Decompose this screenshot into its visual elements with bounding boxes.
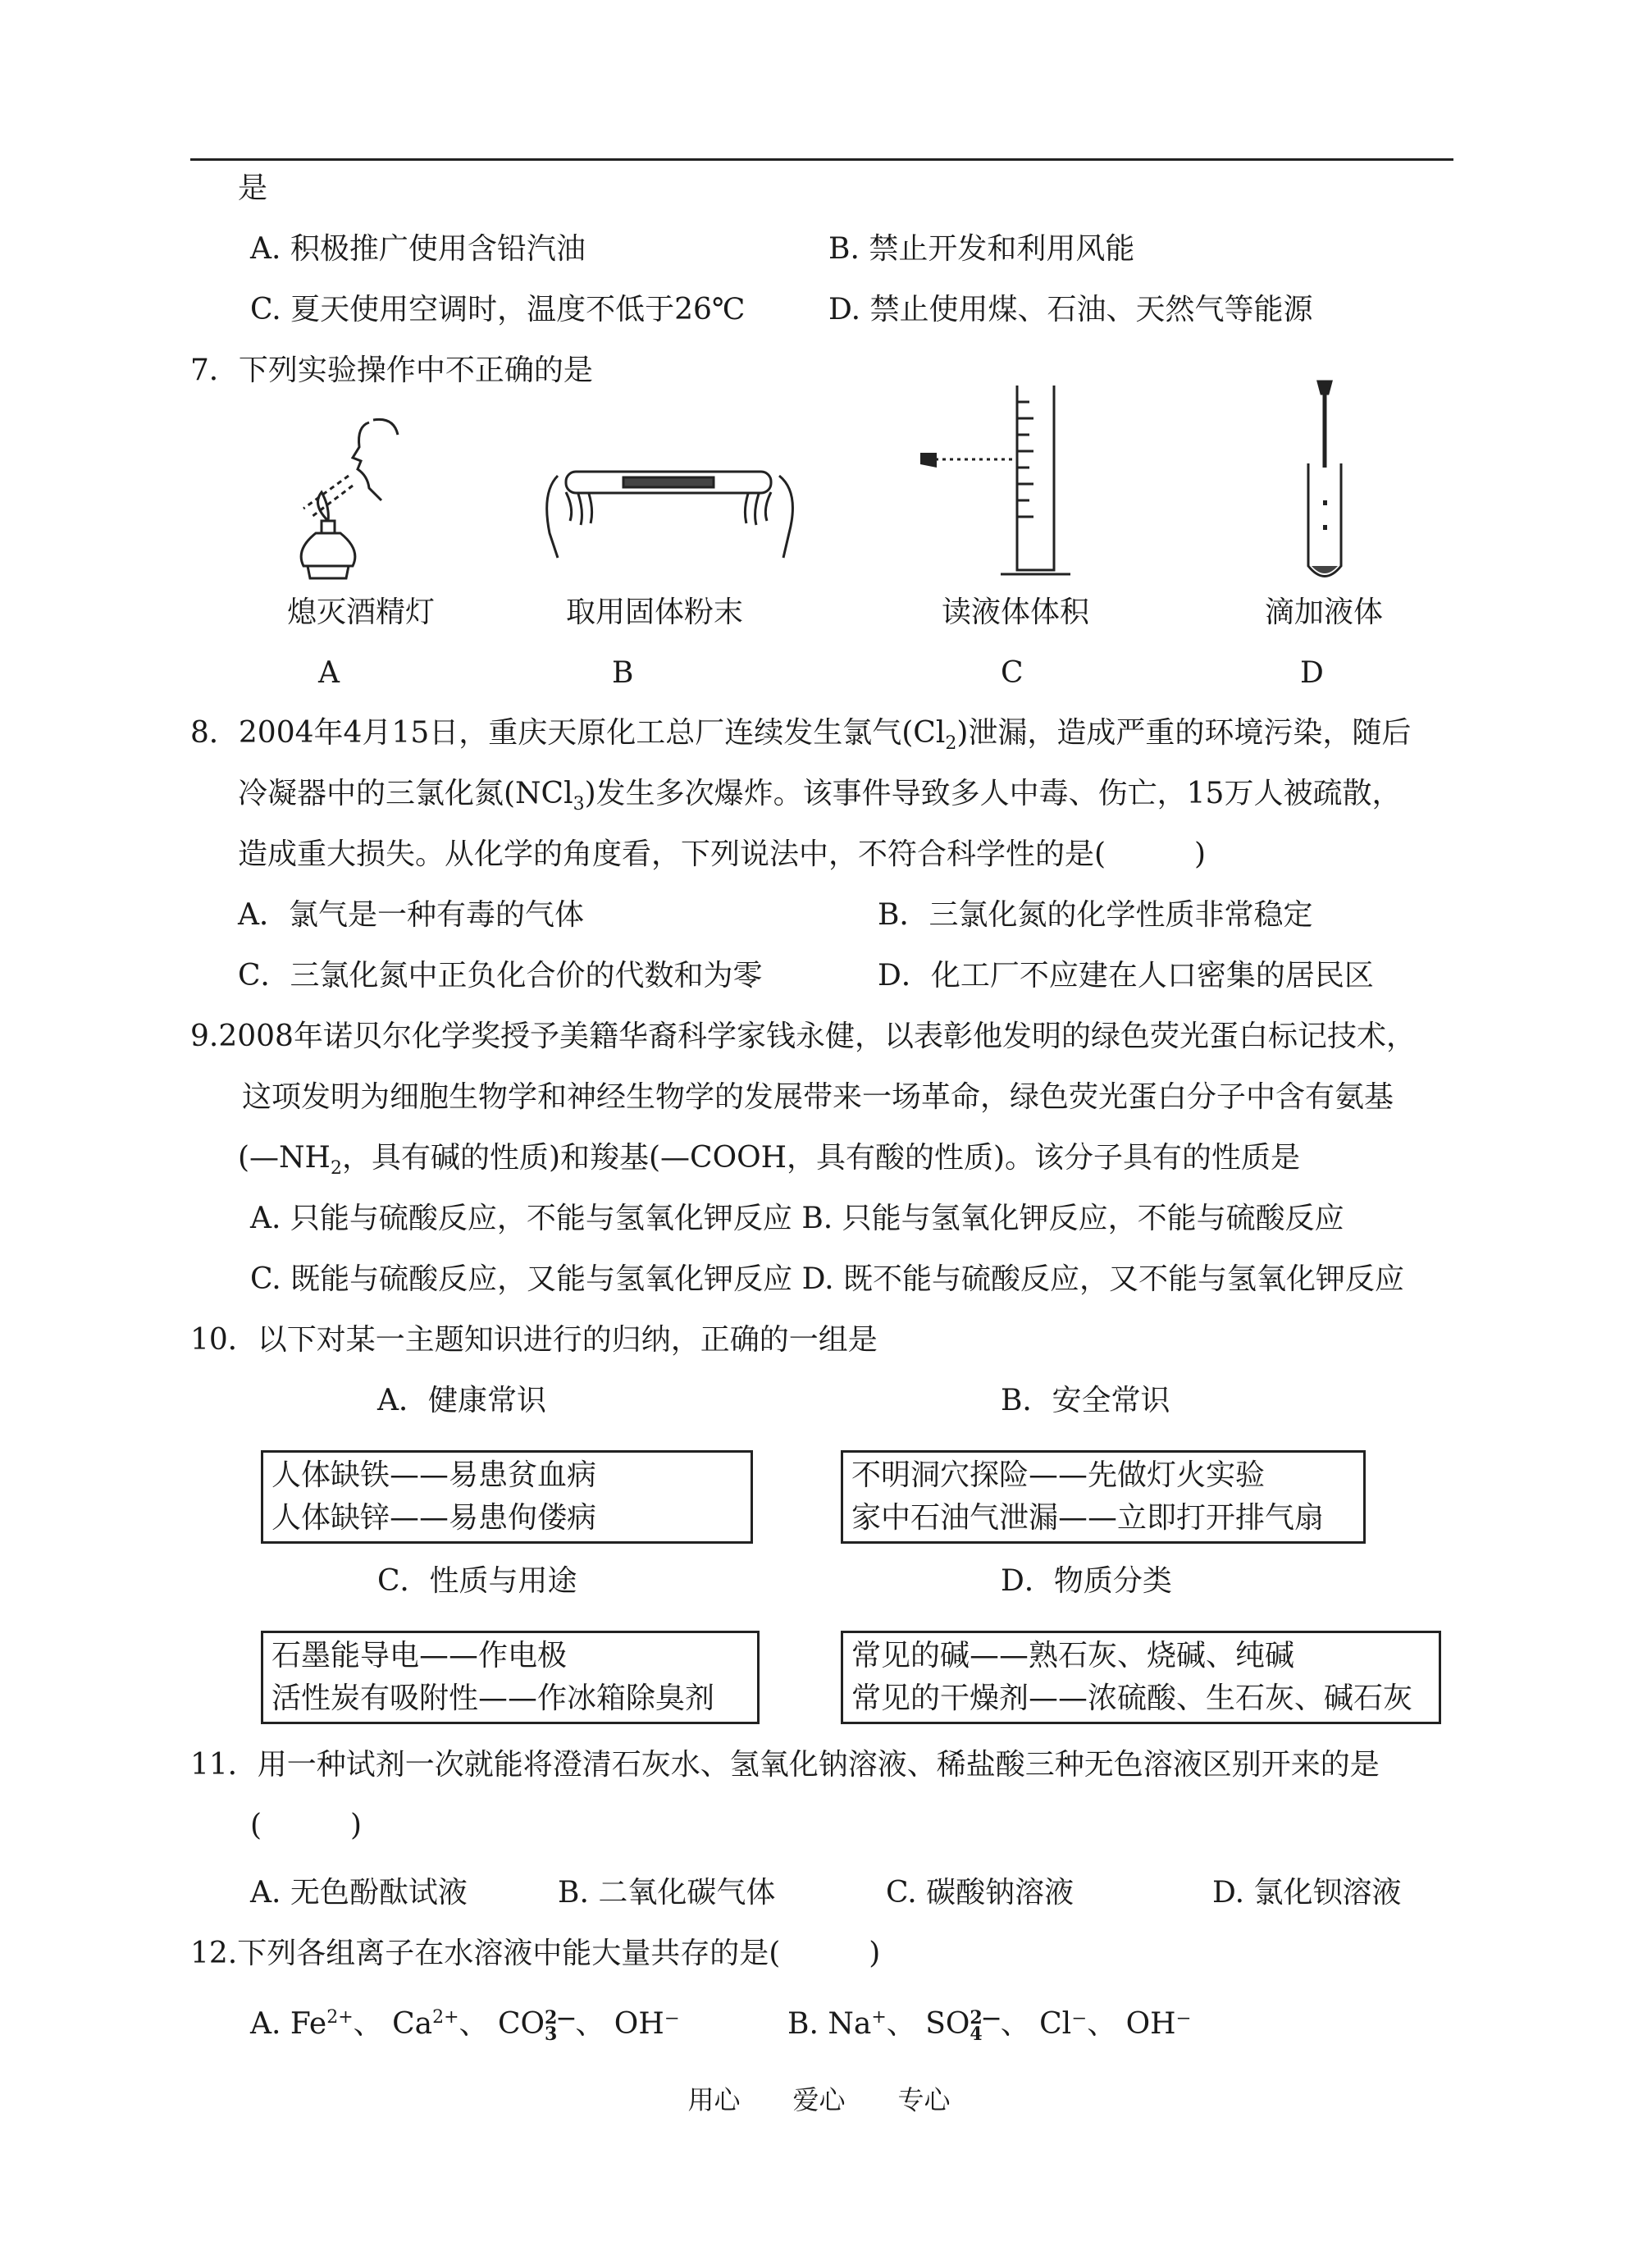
q10-d-box [841,1631,1441,1724]
figure-d-caption: 滴加液体 [1265,596,1384,629]
q10-a-line-1: 人体缺铁——易患贫血病 [271,1458,597,1492]
q11-option-d: D. 氯化钡溶液 [1212,1876,1402,1910]
q12-stem: 12.下列各组离子在水溶液中能大量共存的是( ) [190,1937,881,1970]
q10-a-title: A．健康常识 [377,1384,546,1417]
q12-option-a: A. $Fe^{2+}$、 $Ca^{2+}$、 CO 2— 3 、 OH⁻ [250,2007,680,2045]
q6-option-c: C. 夏天使用空调时，温度不低于26℃ [250,293,746,326]
figure-a-caption: 熄灭酒精灯 [287,596,436,629]
q8-option-c: C．三氯化氮中正负化合价的代数和为零 [238,959,763,993]
q6-option-d: D. 禁止使用煤、石油、天然气等能源 [828,293,1313,326]
q8-line-1: 8．2004年4月15日，重庆天原化工总厂连续发生氯气$(Cl_2)$泄漏，造成严重的环境污染，随后 [190,716,1412,755]
q6-option-b: B. 禁止开发和利用风能 [828,232,1135,266]
q10-b-line-1: 不明洞穴探险——先做灯火实验 [851,1458,1266,1492]
figure-c-caption: 读液体体积 [942,596,1090,629]
q9-line-2: 这项发明为细胞生物学和神经生物学的发展带来一场革命，绿色荧光蛋白分子中含有氨基 [242,1080,1394,1114]
header-rule [190,158,1453,161]
figure-b-caption: 取用固体粉末 [566,596,744,629]
q10-b-line-2: 家中石油气泄漏——立即打开排气扇 [851,1501,1325,1535]
q10-c-title: C．性质与用途 [377,1564,577,1598]
figure-a-letter: A [318,656,340,690]
q10-d-line-1: 常见的碱——熟石灰、烧碱、纯碱 [851,1639,1295,1672]
q8-line-2: 冷凝器中的三氯化氮(NCl$_3$)发生多次爆炸。该事件导致多人中毒、伤亡，15万人被疏散， [238,777,1402,815]
q8-option-b: B．三氯化氮的化学性质非常稳定 [878,898,1313,932]
q9-line-1: 9.2008年诺贝尔化学奖授予美籍华裔科学家钱永健，以表彰他发明的绿色荧光蛋白标记技术， [190,1020,1416,1053]
q10-b-box [841,1450,1366,1544]
figure-c-letter: C [1001,656,1024,690]
page-footer: 用心 爱心 专心 [687,2084,951,2115]
alcohol-lamp-figure [271,410,418,582]
q10-c-line-2: 活性炭有吸附性——作冰箱除臭剂 [271,1682,715,1715]
q6-option-a: A. 积极推广使用含铅汽油 [250,232,586,266]
figure-d-letter: D [1300,656,1324,690]
q10-c-line-1: 石墨能导电——作电极 [271,1639,568,1672]
q11-option-b: B. 二氧化碳气体 [558,1876,776,1910]
q10-b-title: B．安全常识 [1001,1384,1170,1417]
q11-option-a: A. 无色酚酞试液 [250,1876,468,1910]
q10-a-box [261,1450,753,1544]
q12-option-b: B. Na+、 SO 2— 4 、 Cl⁻、 OH⁻ [787,2007,1192,2045]
graduated-cylinder-figure [910,377,1091,591]
solid-powder-figure [533,443,804,566]
dropper-figure [1292,377,1357,591]
figure-b-letter: B [612,656,634,690]
q11-option-c: C. 碳酸钠溶液 [886,1876,1075,1910]
q10-a-line-2: 人体缺锌——易患佝偻病 [271,1501,597,1535]
q10-d-title: D．物质分类 [1001,1564,1172,1598]
q8-option-d: D．化工厂不应建在人口密集的居民区 [878,959,1374,993]
q8-option-a: A．氯气是一种有毒的气体 [238,898,584,932]
q11-answer-paren: ( ) [250,1809,363,1842]
q9-line-3: ($—NH_2$，具有碱的性质)和羧基(—COOH，具有酸的性质)。该分子具有的性质是 [238,1141,1301,1180]
q11-stem: 11．用一种试剂一次就能将澄清石灰水、氢氧化钠溶液、稀盐酸三种无色溶液区别开来的是 [190,1748,1380,1782]
q9-options-cd: C. 既能与硫酸反应，又能与氢氧化钾反应 D. 既不能与硫酸反应，又不能与氢氧化钾反应 [250,1262,1405,1296]
q10-stem: 10．以下对某一主题知识进行的归纳，正确的一组是 [190,1323,878,1357]
q7-stem: 7．下列实验操作中不正确的是 [190,354,593,387]
q10-c-box [261,1631,760,1724]
q9-options-ab: A. 只能与硫酸反应，不能与氢氧化钾反应 B. 只能与氢氧化钾反应，不能与硫酸反应 [250,1202,1344,1235]
q8-line-3: 造成重大损失。从化学的角度看，下列说法中，不符合科学性的是( ) [238,837,1207,871]
continued-text: 是 [238,171,268,205]
q10-d-line-2: 常见的干燥剂——浓硫酸、生石灰、碱石灰 [851,1682,1413,1715]
